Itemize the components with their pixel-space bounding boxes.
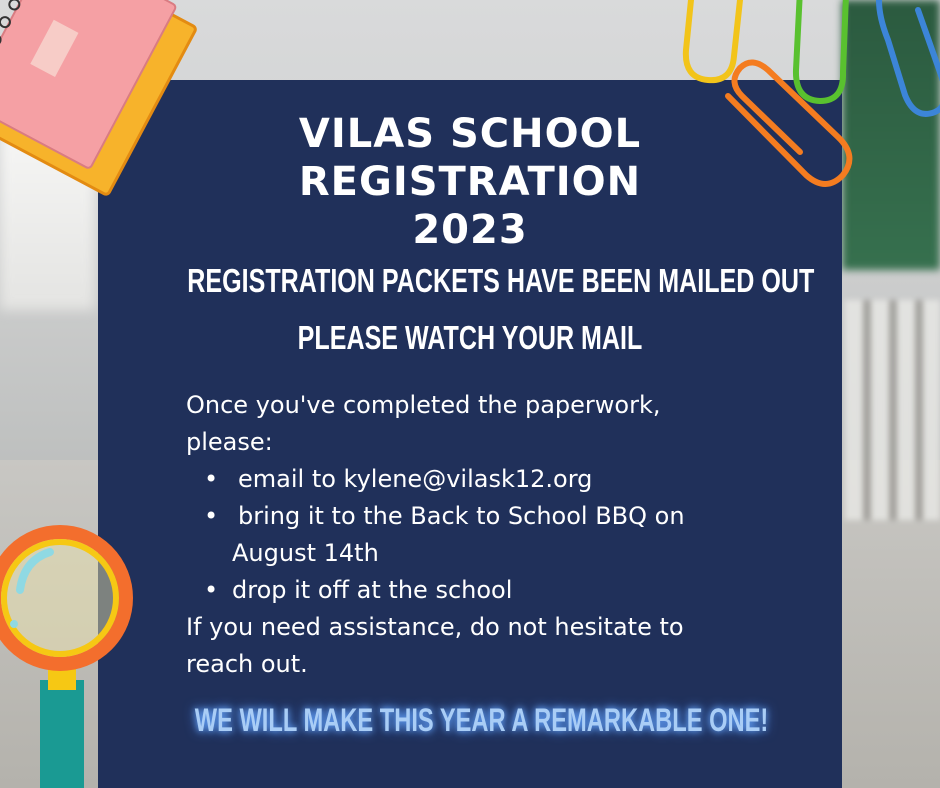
list-item-dropoff: • drop it off at the school: [232, 572, 746, 609]
instructions: [186, 387, 746, 683]
title-line-2: REGISTRATION: [298, 159, 642, 205]
intro-line-2: please:: [186, 428, 273, 456]
list-item-bbq: [232, 498, 746, 535]
subtitle-line-1: REGISTRATION PACKETS HAVE BEEN MAILED OUT: [187, 262, 815, 299]
title-line-1: VILAS SCHOOL: [298, 111, 642, 157]
closing-line-2: reach out.: [186, 650, 308, 678]
subtitle-line-2: PLEASE WATCH YOUR MAIL: [297, 319, 643, 356]
closing-line-1: If you need assistance, do not hesitate to: [186, 613, 684, 641]
list-item-bbq-line-2: August 14th: [232, 539, 379, 567]
title-line-3: 2023: [412, 207, 528, 253]
page-title: [98, 110, 842, 254]
list-item-bbq-line-1: bring it to the Back to School BBQ on: [238, 502, 685, 530]
intro-line-1: Once you've completed the paperwork,: [186, 391, 661, 419]
tagline: WE WILL MAKE THIS YEAR A REMARKABLE ONE!: [194, 702, 769, 738]
instruction-list: [186, 461, 746, 609]
list-item-email: • email to kylene@vilask12.org: [232, 461, 746, 498]
